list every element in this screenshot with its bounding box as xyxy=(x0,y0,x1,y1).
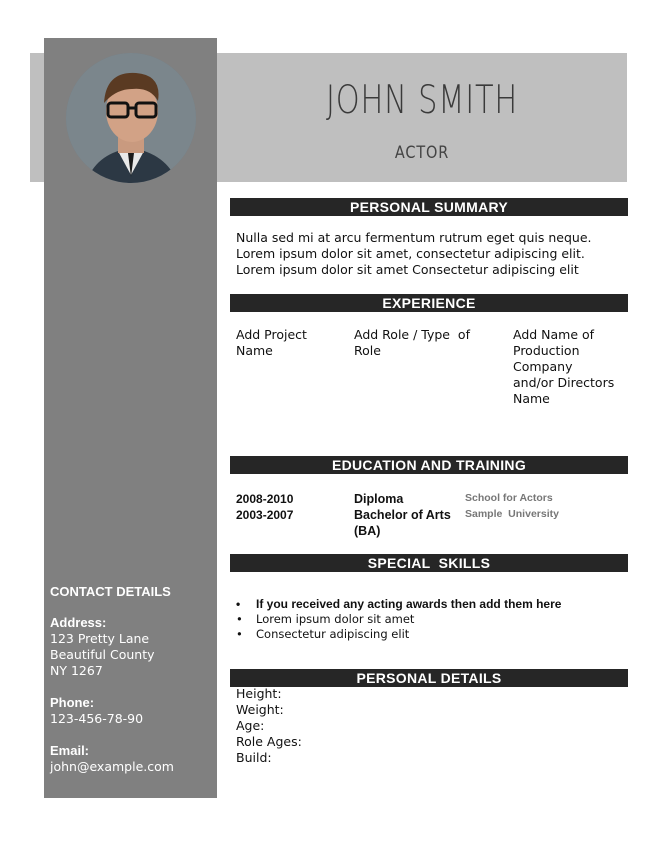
summary-heading: PERSONAL SUMMARY xyxy=(230,198,628,216)
education-heading: EDUCATION AND TRAINING xyxy=(230,456,628,474)
skill-item xyxy=(236,612,626,627)
contact-phone xyxy=(50,695,143,727)
detail-label: Weight: xyxy=(236,702,284,717)
bullet-icon: • xyxy=(236,627,243,641)
address-line: Beautiful County xyxy=(50,647,155,662)
contact-heading: CONTACT DETAILS xyxy=(50,584,171,599)
experience-role-line: Role xyxy=(354,343,381,358)
skill-item xyxy=(236,597,626,612)
skills-heading: SPECIAL SKILLS xyxy=(230,554,628,572)
skill-text: Lorem ipsum dolor sit amet xyxy=(256,612,415,626)
bullet-icon: • xyxy=(236,597,241,611)
summary-line: Lorem ipsum dolor sit amet Consectetur adipiscing elit xyxy=(236,262,579,277)
email-label: Email: xyxy=(50,743,90,758)
phone-number: 123-456-78-90 xyxy=(50,711,144,726)
education-years: 2003-2007 xyxy=(236,508,294,522)
address-line: 123 Pretty Lane xyxy=(50,631,150,646)
education-school: Sample University xyxy=(465,508,559,520)
experience-production-line: Name xyxy=(513,391,550,406)
phone-label: Phone: xyxy=(50,695,95,710)
detail-label: Age: xyxy=(236,718,265,733)
experience-production-line: and/or Directors xyxy=(513,375,615,390)
skill-text: Consectetur adipiscing elit xyxy=(256,627,410,641)
education-school: School for Actors xyxy=(465,492,553,504)
email-address: john@example.com xyxy=(50,759,174,774)
detail-label: Build: xyxy=(236,750,272,765)
experience-project-line: Name xyxy=(236,343,273,358)
experience-project-line: Add Project xyxy=(236,327,307,342)
candidate-name: JOHN SMITH xyxy=(325,78,519,123)
experience-production-line: Production xyxy=(513,343,580,358)
summary-line: Lorem ipsum dolor sit amet, consectetur adipiscing elit. xyxy=(236,246,585,261)
profile-photo xyxy=(66,53,196,183)
address-line: NY 1267 xyxy=(50,663,103,678)
skill-text: If you received any acting awards then add them here xyxy=(256,597,562,611)
bullet-icon: • xyxy=(236,612,243,626)
education-degree: (BA) xyxy=(354,524,381,538)
personal-details xyxy=(236,686,302,766)
experience-production-line: Company xyxy=(513,359,573,374)
experience-project xyxy=(236,327,307,359)
contact-address xyxy=(50,615,155,679)
contact-email xyxy=(50,743,174,775)
experience-heading: EXPERIENCE xyxy=(230,294,628,312)
address-label: Address: xyxy=(50,615,107,630)
experience-production-line: Add Name of xyxy=(513,327,595,342)
education-degree: Diploma xyxy=(354,492,404,506)
education-years: 2008-2010 xyxy=(236,492,294,506)
skills-list xyxy=(236,597,626,642)
detail-label: Height: xyxy=(236,686,282,701)
experience-role-line: Add Role / Type of xyxy=(354,327,470,342)
candidate-role: ACTOR xyxy=(394,143,450,163)
details-heading: PERSONAL DETAILS xyxy=(230,669,628,687)
experience-production xyxy=(513,327,614,407)
skill-item xyxy=(236,627,626,642)
summary-text xyxy=(236,230,626,278)
summary-line: Nulla sed mi at arcu fermentum rutrum eget quis neque. xyxy=(236,230,592,245)
experience-role xyxy=(354,327,470,359)
education-degree: Bachelor of Arts xyxy=(354,508,451,522)
detail-label: Role Ages: xyxy=(236,734,302,749)
